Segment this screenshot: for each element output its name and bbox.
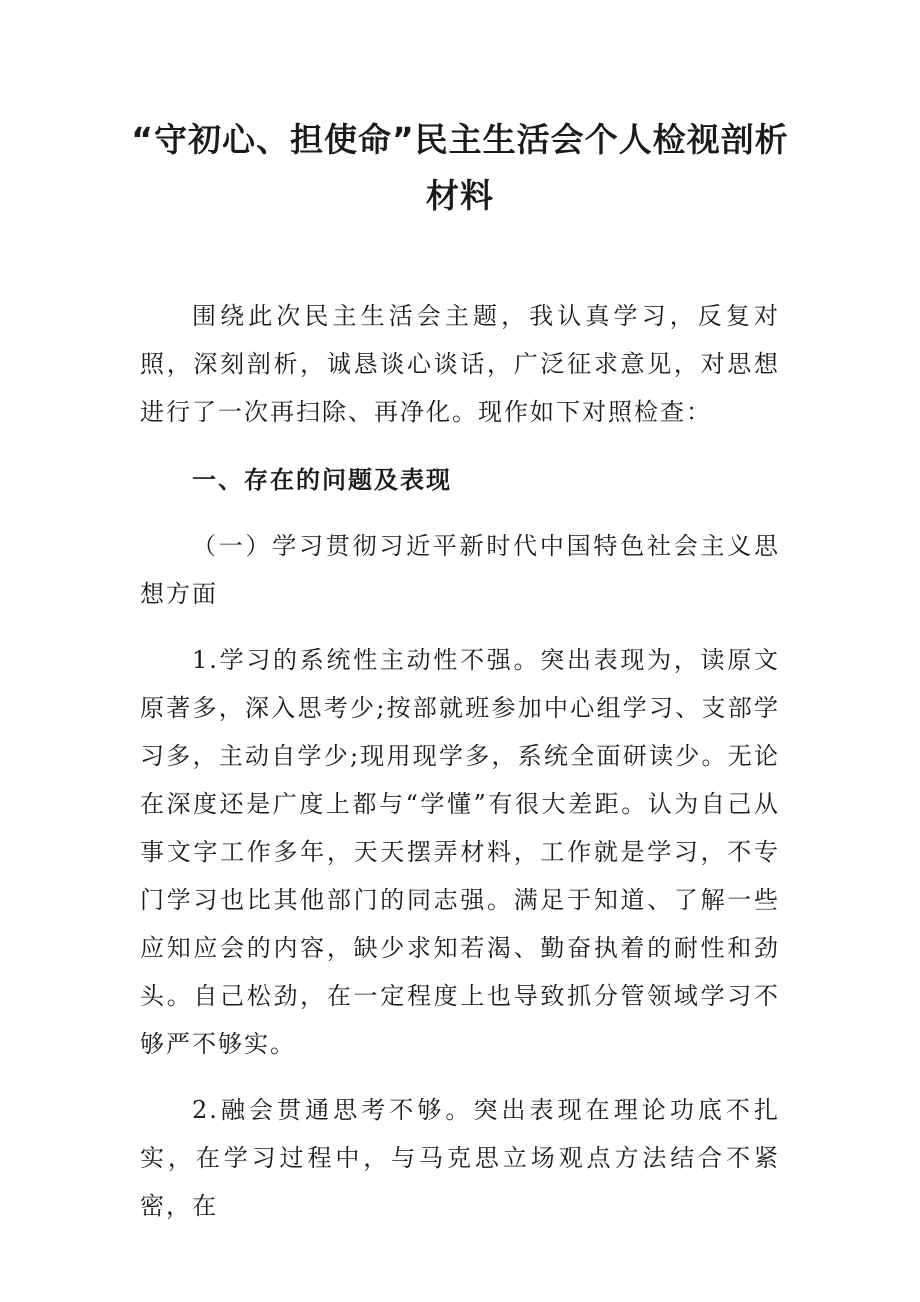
section-heading: 一、存在的问题及表现 [192, 466, 452, 494]
item-2-paragraph: 2.融会贯通思考不够。突出表现在理论功底不扎实，在学习过程中，与马克思立场观点方法结合不紧密，在 [140, 1096, 780, 1220]
document-title: “守初心、担使命”民主生活会个人检视剖析材料 [131, 120, 789, 215]
item-1-paragraph: 1.学习的系统性主动性不强。突出表现为，读原文原著多，深入思考少;按部就班参加中心组学习、支部学习多，主动自学少;现用现学多，系统全面研读少。无论在深度还是广度上都与“学懂”有很大差距。认为自己从事文字工作多年，天天摆弄材料，工作就是学习，不专门学习也比其他部门的同志强。满足于知道、了解一些应知应会的内容，缺少求知若渴、勤奋执着的耐性和劲头。自己松劲，在一定程度上也导致抓分管领域学习不够严不够实。 [140, 646, 780, 1058]
subsection-heading: （一）学习贯彻习近平新时代中国特色社会主义思想方面 [140, 532, 780, 608]
intro-paragraph: 围绕此次民主生活会主题，我认真学习，反复对照，深刻剖析，诚恳谈心谈话，广泛征求意见，对思想进行了一次再扫除、再净化。现作如下对照检查： [140, 302, 780, 426]
